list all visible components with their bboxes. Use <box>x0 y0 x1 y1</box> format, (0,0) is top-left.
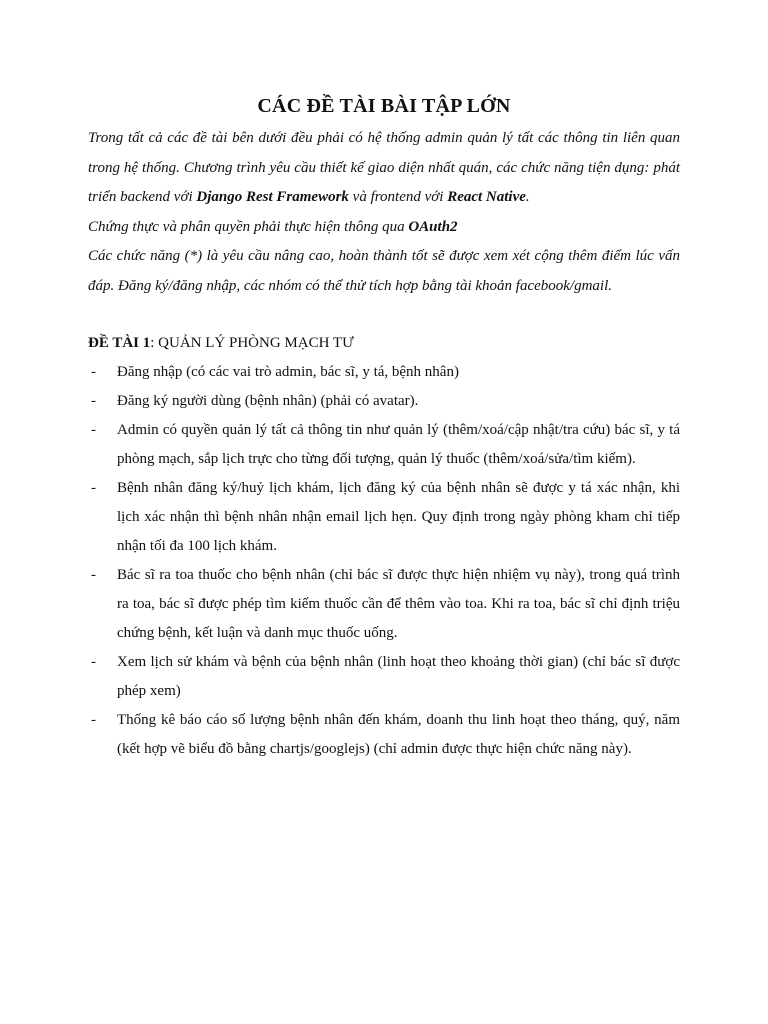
intro-p1-bold-react: React Native <box>447 189 526 205</box>
list-bullet: - <box>91 654 96 670</box>
list-item <box>88 648 680 706</box>
list-item <box>88 416 680 474</box>
topic-1-requirements-list <box>88 358 680 764</box>
intro-section <box>88 124 680 301</box>
list-bullet: - <box>91 567 96 583</box>
list-item-text: Bác sĩ ra toa thuốc cho bệnh nhân (chỉ bác sĩ được thực hiện nhiệm vụ này), trong quá trình ra toa, bác sĩ được phép tìm kiếm thuốc cần để thêm vào toa. Khi ra toa, bác sĩ chỉ định triệu chứng bệnh, kết luận và danh mục thuốc uống. <box>117 567 680 641</box>
intro-paragraph-1 <box>88 124 680 213</box>
list-item-text: Admin có quyền quản lý tất cả thông tin như quản lý (thêm/xoá/cập nhật/tra cứu) bác sĩ, y tá phòng mạch, sắp lịch trực cho từng đối tượng, quản lý thuốc (thêm/xoá/sửa/tìm kiếm). <box>117 422 680 467</box>
list-bullet: - <box>91 480 96 496</box>
document-page <box>88 92 680 764</box>
topic-1-heading <box>88 329 680 358</box>
list-item <box>88 474 680 561</box>
list-bullet: - <box>91 712 96 728</box>
topic-1-section <box>88 329 680 764</box>
list-item <box>88 561 680 648</box>
intro-p1-text-2: và frontend với <box>348 189 448 205</box>
list-bullet: - <box>91 422 96 438</box>
list-item-text: Đăng ký người dùng (bệnh nhân) (phải có avatar). <box>117 393 419 409</box>
list-item-text: Xem lịch sử khám và bệnh của bệnh nhân (linh hoạt theo khoảng thời gian) (chỉ bác sĩ được phép xem) <box>117 654 680 699</box>
list-bullet: - <box>91 393 96 409</box>
list-item-text: Thống kê báo cáo số lượng bệnh nhân đến khám, doanh thu linh hoạt theo tháng, quý, năm (kết hợp vẽ biểu đồ bằng chartjs/googlejs) (chỉ admin được thực hiện chức năng này). <box>117 712 680 757</box>
list-item-text: Bệnh nhân đăng ký/huỷ lịch khám, lịch đăng ký của bệnh nhân sẽ được y tá xác nhận, khi lịch xác nhận thì bệnh nhân nhận email lịch hẹn. Quy định trong ngày phòng kham chỉ tiếp nhận tối đa 100 lịch khám. <box>117 480 680 554</box>
document-title: CÁC ĐỀ TÀI BÀI TẬP LỚN <box>257 95 511 117</box>
intro-p1-bold-django: Django Rest Framework <box>196 189 349 205</box>
intro-p1-text-1: Trong tất cả các đề tài bên dưới đều phải có hệ thống admin quản lý tất các thông tin liên quan trong hệ thống. Chương trình yêu cầu thiết kế giao diện nhất quán, các chức năng tiện dụng: phát triển backend với <box>88 130 680 205</box>
intro-p1-text-3: . <box>525 189 530 205</box>
list-item <box>88 706 680 764</box>
list-item-text: Đăng nhập (có các vai trò admin, bác sĩ, y tá, bệnh nhân) <box>117 364 459 380</box>
intro-paragraph-2 <box>88 213 680 243</box>
intro-p2-text: Chứng thực và phân quyền phải thực hiện thông qua <box>88 218 409 235</box>
topic-1-name: : QUẢN LÝ PHÒNG MẠCH TƯ <box>150 335 354 351</box>
topic-1-label: ĐỀ TÀI 1 <box>88 335 151 351</box>
list-bullet: - <box>91 364 96 380</box>
intro-p2-bold-oauth: OAuth2 <box>408 218 458 235</box>
intro-paragraph-3: Các chức năng (*) là yêu cầu nâng cao, hoàn thành tốt sẽ được xem xét cộng thêm điểm lúc vấn đáp. Đăng ký/đăng nhập, các nhóm có thể thử tích hợp bằng tài khoản facebook/gmail. <box>88 248 680 294</box>
list-item <box>88 358 680 387</box>
list-item <box>88 387 680 416</box>
